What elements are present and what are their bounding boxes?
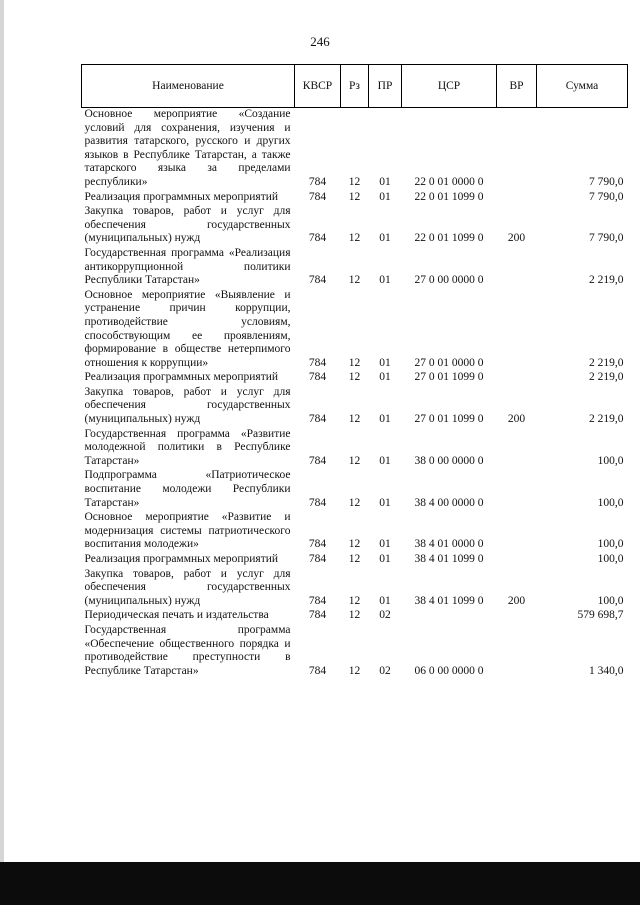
cell-pr: 01 xyxy=(379,413,391,426)
budget-table xyxy=(81,64,628,679)
cell-sum: 100,0 xyxy=(597,553,624,565)
cell-pr: 01 xyxy=(379,232,391,245)
table-body xyxy=(82,108,628,680)
cell-sum: 7 790,0 xyxy=(589,232,624,245)
table-row xyxy=(82,247,628,289)
cell-sum: 2 219,0 xyxy=(589,371,624,384)
cell-name: Основное мероприятие «Создание условий для сохранения, изучения и развития татарского, русского и других языков в Республике Татарстан, а также татарского языка за пределами республики» xyxy=(84,108,291,188)
cell-rz: 12 xyxy=(348,538,361,551)
cell-csr: 22 0 01 1099 0 xyxy=(414,232,484,245)
cell-kvsr: 784 xyxy=(308,496,327,509)
cell-pr: 01 xyxy=(379,175,391,188)
cell-pr: 01 xyxy=(379,190,391,203)
cell-kvsr: 784 xyxy=(308,274,327,287)
cell-rz: 12 xyxy=(348,274,361,287)
table-row xyxy=(82,553,628,568)
cell-sum: 2 219,0 xyxy=(589,356,624,369)
cell-vr xyxy=(497,553,537,568)
table-row xyxy=(82,371,628,386)
cell-name: Государственная программа «Обеспечение общественного порядка и противодействие преступности в Республике Татарстан» xyxy=(84,623,291,677)
cell-vr xyxy=(497,371,537,386)
cell-rz: 12 xyxy=(348,232,361,245)
cell-vr xyxy=(497,428,537,470)
cell-rz: 12 xyxy=(348,356,361,369)
cell-name: Закупка товаров, работ и услуг для обеспечения государственных (муниципальных) нужд xyxy=(84,567,291,607)
cell-rz: 12 xyxy=(348,454,361,467)
cell-sum: 100,0 xyxy=(597,538,624,551)
cell-rz: 12 xyxy=(348,175,361,188)
cell-pr: 02 xyxy=(379,664,391,677)
cell-csr: 38 4 01 1099 0 xyxy=(414,594,484,607)
cell-name: Закупка товаров, работ и услуг для обеспечения государственных (муниципальных) нужд xyxy=(84,385,291,426)
cell-vr xyxy=(497,191,537,206)
cell-name: Реализация программных мероприятий xyxy=(84,553,279,565)
cell-csr: 22 0 01 0000 0 xyxy=(414,175,484,188)
cell-csr: 27 0 01 1099 0 xyxy=(414,371,484,384)
cell-csr: 38 4 00 0000 0 xyxy=(414,496,484,509)
cell-vr: 200 xyxy=(507,413,526,426)
cell-vr xyxy=(497,108,537,191)
header-csr: ЦСР xyxy=(402,65,497,108)
cell-name: Реализация программных мероприятий xyxy=(84,190,279,203)
cell-kvsr: 784 xyxy=(308,594,327,607)
cell-sum: 7 790,0 xyxy=(589,175,624,188)
cell-pr: 01 xyxy=(379,594,391,607)
header-vr: ВР xyxy=(497,65,537,108)
cell-sum: 2 219,0 xyxy=(589,274,624,287)
cell-sum: 1 340,0 xyxy=(589,664,624,677)
scan-left-edge xyxy=(0,0,4,905)
table-row xyxy=(82,191,628,206)
cell-kvsr: 784 xyxy=(308,232,327,245)
cell-csr: 27 0 00 0000 0 xyxy=(414,274,484,287)
table-row xyxy=(82,568,628,610)
cell-kvsr: 784 xyxy=(308,190,327,203)
cell-vr xyxy=(497,624,537,679)
cell-name: Основное мероприятие «Развитие и модернизация системы патриотического воспитания молодежи» xyxy=(84,511,291,551)
table-row xyxy=(82,511,628,553)
cell-rz: 12 xyxy=(348,594,361,607)
cell-kvsr: 784 xyxy=(308,454,327,467)
cell-vr xyxy=(497,609,537,624)
cell-vr xyxy=(497,247,537,289)
cell-vr xyxy=(497,289,537,372)
cell-kvsr: 784 xyxy=(308,553,327,565)
cell-kvsr: 784 xyxy=(308,356,327,369)
cell-sum: 100,0 xyxy=(597,454,624,467)
header-pr: ПР xyxy=(369,65,402,108)
table-row xyxy=(82,469,628,511)
cell-sum: 7 790,0 xyxy=(589,190,624,203)
header-kvsr: КВСР xyxy=(295,65,341,108)
cell-csr: 27 0 01 0000 0 xyxy=(414,356,484,369)
cell-rz: 12 xyxy=(348,413,361,426)
cell-vr xyxy=(497,511,537,553)
cell-csr: 38 4 01 1099 0 xyxy=(414,553,484,565)
cell-kvsr: 784 xyxy=(308,371,327,384)
cell-name: Реализация программных мероприятий xyxy=(84,371,279,384)
cell-name: Основное мероприятие «Выявление и устранение причин коррупции, противодействие условиям, способствующим ее проявлениям, формирование в обществе нетерпимого отношения к коррупции» xyxy=(84,288,291,369)
table-row xyxy=(82,624,628,679)
cell-name: Периодическая печать и издательства xyxy=(84,609,269,622)
table-row xyxy=(82,289,628,372)
table-row xyxy=(82,205,628,247)
cell-pr: 01 xyxy=(379,454,391,467)
cell-sum: 2 219,0 xyxy=(589,413,624,426)
cell-rz: 12 xyxy=(348,609,361,622)
cell-kvsr: 784 xyxy=(308,609,327,622)
cell-pr: 01 xyxy=(379,496,391,509)
cell-kvsr: 784 xyxy=(308,413,327,426)
cell-sum: 100,0 xyxy=(597,594,624,607)
cell-kvsr: 784 xyxy=(308,664,327,677)
cell-rz: 12 xyxy=(348,664,361,677)
header-rz: Рз xyxy=(341,65,369,108)
cell-csr: 38 4 01 0000 0 xyxy=(414,538,484,551)
cell-rz: 12 xyxy=(348,371,361,384)
table-row xyxy=(82,609,628,624)
cell-pr: 01 xyxy=(379,274,391,287)
cell-kvsr: 784 xyxy=(308,538,327,551)
cell-name: Закупка товаров, работ и услуг для обеспечения государственных (муниципальных) нужд xyxy=(84,205,291,245)
page-number: 246 xyxy=(310,34,330,49)
cell-kvsr: 784 xyxy=(308,175,327,188)
cell-pr: 01 xyxy=(379,553,391,565)
cell-pr: 01 xyxy=(379,371,391,384)
table-row xyxy=(82,428,628,470)
cell-pr: 02 xyxy=(379,609,391,622)
table-header xyxy=(82,65,628,108)
cell-vr: 200 xyxy=(507,232,526,245)
cell-name: Подпрограмма «Патриотическое воспитание молодежи Республики Татарстан» xyxy=(84,469,291,509)
cell-csr: 22 0 01 1099 0 xyxy=(414,190,484,203)
table-row xyxy=(82,386,628,428)
cell-csr xyxy=(402,609,497,624)
cell-csr: 38 0 00 0000 0 xyxy=(414,454,484,467)
scan-bottom-edge xyxy=(0,862,640,905)
header-name: Наименование xyxy=(82,65,295,108)
cell-sum: 579 698,7 xyxy=(577,609,624,622)
cell-pr: 01 xyxy=(379,538,391,551)
cell-vr xyxy=(497,469,537,511)
cell-pr: 01 xyxy=(379,356,391,369)
cell-csr: 27 0 01 1099 0 xyxy=(414,413,484,426)
cell-sum: 100,0 xyxy=(597,496,624,509)
cell-name: Государственная программа «Развитие молодежной политики в Республике Татарстан» xyxy=(84,427,291,467)
cell-rz: 12 xyxy=(348,553,361,565)
cell-rz: 12 xyxy=(348,496,361,509)
cell-csr: 06 0 00 0000 0 xyxy=(414,664,484,677)
cell-rz: 12 xyxy=(348,190,361,203)
table-row xyxy=(82,108,628,191)
cell-name: Государственная программа «Реализация антикоррупционной политики Республики Татарстан» xyxy=(84,246,291,287)
cell-vr: 200 xyxy=(507,594,526,607)
header-sum: Сумма xyxy=(537,65,628,108)
